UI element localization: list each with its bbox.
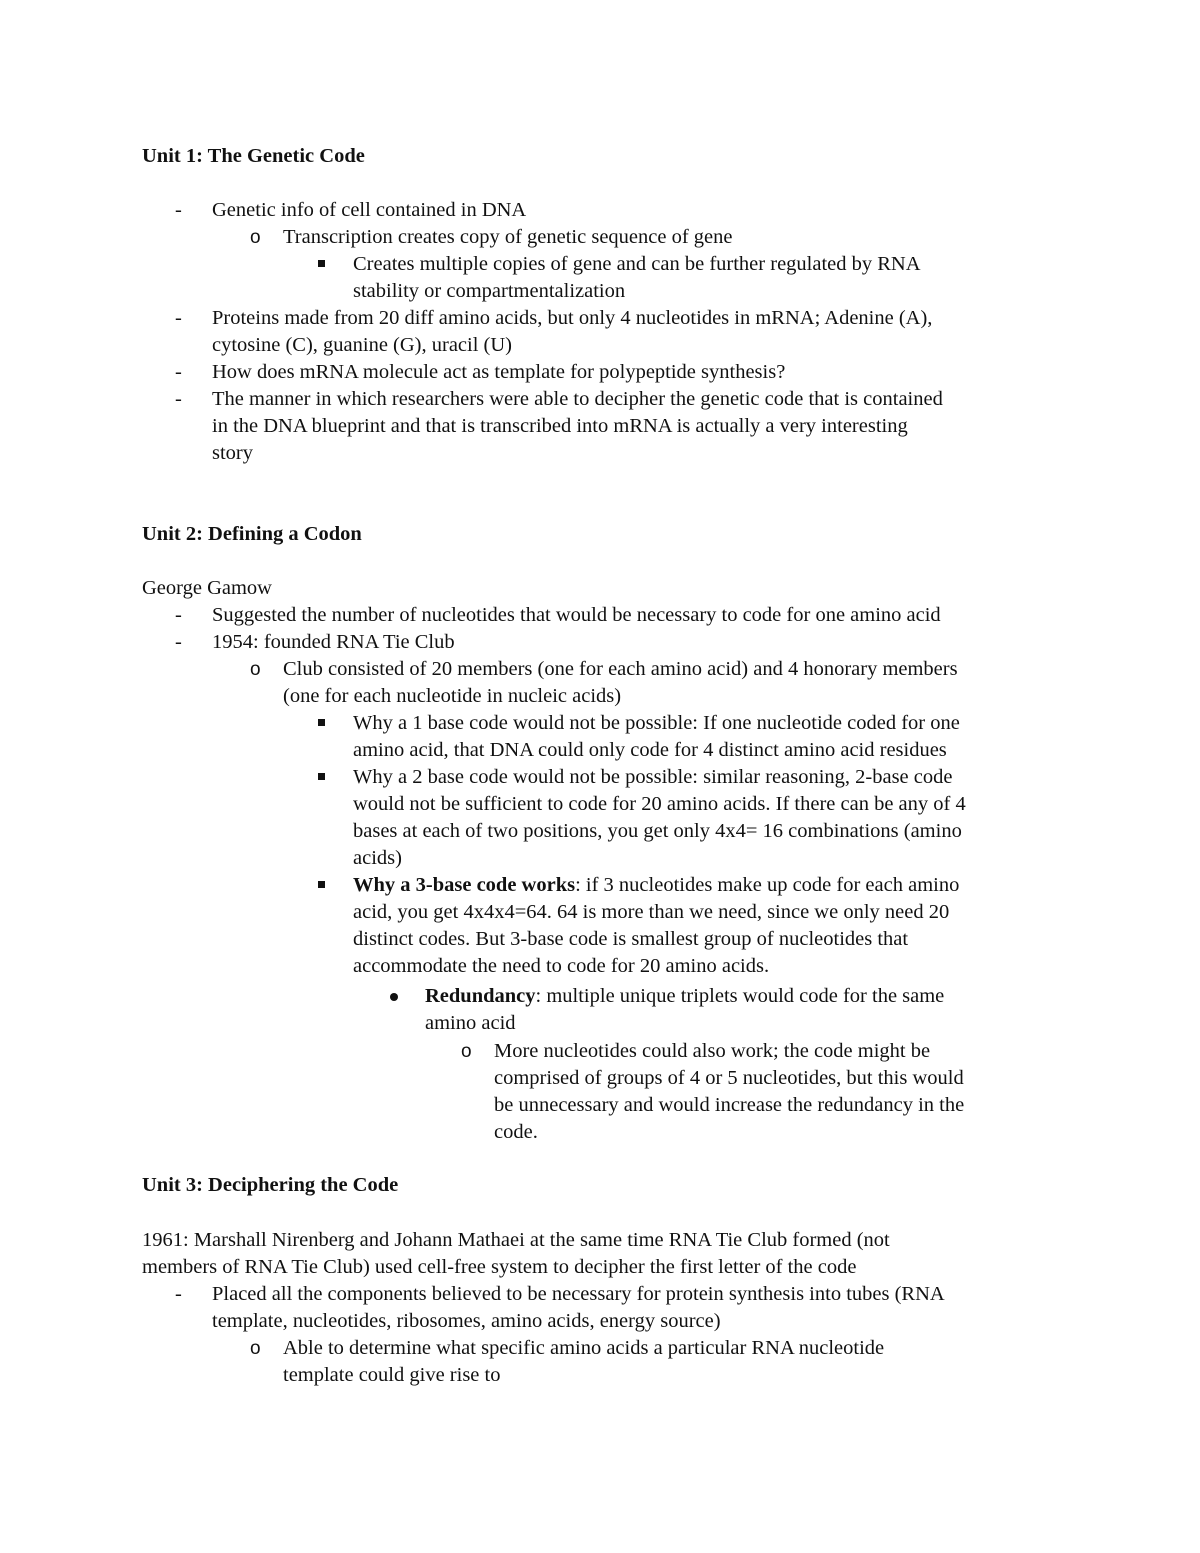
dash-bullet: - xyxy=(175,1283,182,1305)
unit2-more-nucleotides: o More nucleotides could also work; the code might be comprised of groups of 4 or 5 nucleotides, but this would be unnecessary and would increase the redundancy in the code. xyxy=(461,1040,965,1143)
unit3-subitem-determine: o Able to determine what specific amino acids a particular RNA nucleotide template could give rise to xyxy=(250,1337,885,1386)
square-bullet-icon xyxy=(318,260,325,267)
dash-bullet: - xyxy=(175,199,182,221)
unit2-subitem-club-members: o Club consisted of 20 members (one for each amino acid) and 4 honorary members (one for each nucleotide in nucleic acids) xyxy=(250,658,958,707)
unit2-base3: Why a 3-base code works: if 3 nucleotides make up code for each amino acid, you get 4x4x4=64. 64 is more than we need, since we only need 20 distinct codes. But 3-base code is smallest group of nucleotides that accommodate the need to code for 20 amino acids. xyxy=(353,872,1083,980)
dash-bullet: - xyxy=(175,361,182,383)
dash-bullet: - xyxy=(175,307,182,329)
circle-bullet: o xyxy=(250,659,261,680)
unit3-intro: 1961: Marshall Nirenberg and Johann Mathaei at the same time RNA Tie Club formed (not members of RNA Tie Club) used cell-free system to decipher the first letter of the code xyxy=(142,1229,890,1278)
unit2-item-tie-club: - 1954: founded RNA Tie Club xyxy=(212,629,1072,656)
unit1-item-story: - The manner in which researchers were able to decipher the genetic code that is contained in the DNA blueprint and that is transcribed into mRNA is actually a very interesting story xyxy=(175,388,943,464)
square-bullet-icon xyxy=(318,719,325,726)
unit2-person: George Gamow xyxy=(142,577,272,599)
unit3-item-components: - Placed all the components believed to be necessary for protein synthesis into tubes (RNA template, nucleotides, ribosomes, amino acids, energy source) xyxy=(175,1283,945,1332)
unit3-heading: Unit 3: Deciphering the Code xyxy=(142,1174,399,1196)
square-bullet-icon xyxy=(318,773,325,780)
redundancy-bold-label: Redundancy xyxy=(425,985,536,1007)
base3-bold-label: Why a 3-base code works xyxy=(353,874,576,896)
dash-bullet: - xyxy=(175,631,182,653)
unit2-base2: Why a 2 base code would not be possible: similar reasoning, 2-base code would not be sufficient to code for 20 amino acids. If there can be any of 4 bases at each of two positions, you get only 4x4= 16 combinations (amino acids) xyxy=(353,764,1083,872)
unit2-heading: Unit 2: Defining a Codon xyxy=(142,523,362,545)
circle-bullet: o xyxy=(250,1338,261,1359)
unit1-item-mrna-question: - How does mRNA molecule act as template for polypeptide synthesis? xyxy=(212,359,1072,386)
round-bullet-icon xyxy=(390,993,398,1001)
unit2-base1: Why a 1 base code would not be possible: If one nucleotide coded for one amino acid, that DNA could only code for 4 distinct amino acid residues xyxy=(353,710,1083,764)
unit1-subitem-transcription: o Transcription creates copy of genetic sequence of gene xyxy=(283,224,1083,251)
dash-bullet: - xyxy=(175,388,182,410)
circle-bullet: o xyxy=(461,1041,472,1062)
unit2-redundancy: Redundancy: multiple unique triplets would code for the same amino acid xyxy=(425,983,1085,1037)
square-bullet-icon xyxy=(318,881,325,888)
circle-bullet: o xyxy=(250,227,261,248)
unit1-item-proteins: - Proteins made from 20 diff amino acids, but only 4 nucleotides in mRNA; Adenine (A), cytosine (C), guanine (G), uracil (U) xyxy=(175,307,933,356)
unit1-subsubitem-copies: Creates multiple copies of gene and can be further regulated by RNA stability or compartmentalization xyxy=(353,251,1083,305)
unit1-item-genetic-info: - Genetic info of cell contained in DNA xyxy=(212,197,1072,224)
unit2-item-suggested: - Suggested the number of nucleotides that would be necessary to code for one amino acid xyxy=(212,602,1072,629)
dash-bullet: - xyxy=(175,604,182,626)
unit1-heading: Unit 1: The Genetic Code xyxy=(142,145,365,167)
